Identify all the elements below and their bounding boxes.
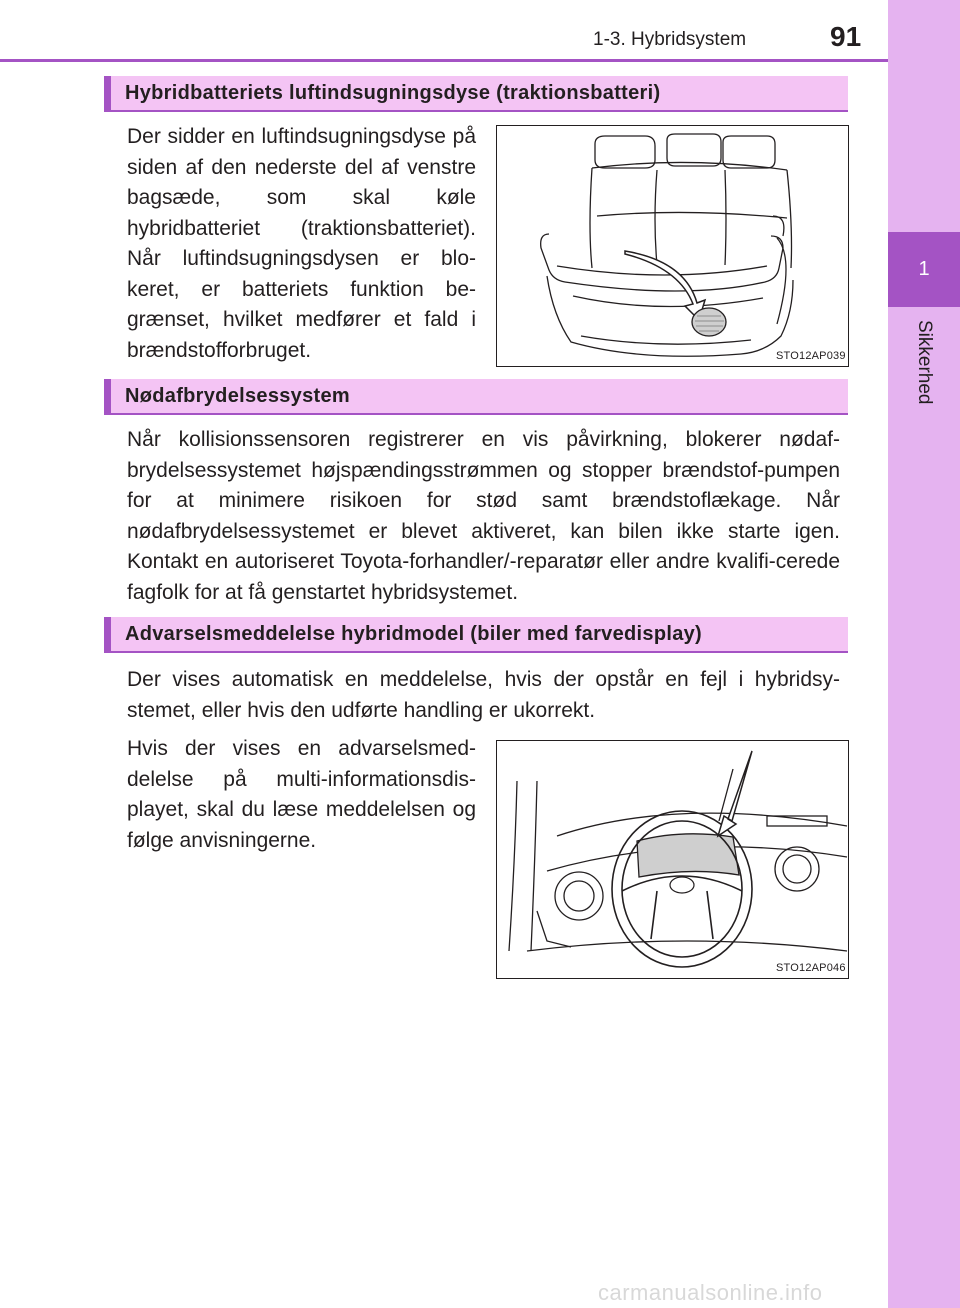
heading-accent-bar (104, 76, 111, 110)
page-number: 91 (830, 21, 862, 52)
heading-accent-bar (104, 617, 111, 651)
emergency-shutoff-paragraph: Når kollisionssensoren registrerer en vis påvirkning, blokerer nødaf-brydelsessystemet højspændingsstrømmen og stopper brændstof-pumpen for at minimere risikoen for stød samt brændstoflækage. Når nødafbrydelsessystemet er blevet aktiveret, kan bilen ikke starte igen. Kontakt en autoriseret Toyota-forhandler/-reparatør eller andre kvalifi-cerede fagfolk for at få genstartet hybridsystemet. (127, 428, 840, 604)
warning-instructions-paragraph: Hvis der vises en advarselsmed-delelse på multi-informationsdis-playet, skal du læse meddelelsen og følge anvisningerne. (127, 737, 476, 852)
rear-seat-illustration (496, 125, 849, 367)
dashboard-illustration (496, 740, 849, 979)
chapter-label: Sikkerhed (914, 320, 935, 405)
figure-code: STO12AP039 (776, 350, 846, 362)
section-heading-emergency-shutoff (104, 379, 848, 415)
chapter-side-tab (888, 0, 960, 1308)
chapter-number: 1 (888, 232, 960, 307)
figure-code: STO12AP046 (776, 962, 846, 974)
dashboard-drawing (497, 741, 848, 978)
section-heading-air-intake (104, 76, 848, 112)
heading-text: Hybridbatteriets luftindsugningsdyse (traktionsbatteri) (125, 82, 661, 104)
header-divider (0, 59, 888, 62)
rear-seat-drawing (497, 126, 848, 366)
heading-text: Advarselsmeddelelse hybridmodel (biler med farvedisplay) (125, 623, 703, 645)
heading-accent-bar (104, 379, 111, 413)
section-heading-warning-message (104, 617, 848, 653)
watermark: carmanualsonline.info (598, 1280, 823, 1305)
warning-message-paragraph: Der vises automatisk en meddelelse, hvis der opstår en fejl i hybridsy-stemet, eller hvis den udførte handling er ukorrekt. (127, 668, 840, 722)
air-intake-paragraph: Der sidder en luftindsugningsdyse på siden af den nederste del af venstre bagsæde, som skal køle hybridbatteriet (traktionsbatteriet). Når luftindsugningsdysen er blo-keret, er batteriets funktion be-grænset, hvilket medfører et fald i brændstofforbruget. (127, 125, 476, 362)
section-title: 1-3. Hybridsystem (593, 29, 747, 50)
heading-text: Nødafbrydelsessystem (125, 385, 350, 407)
